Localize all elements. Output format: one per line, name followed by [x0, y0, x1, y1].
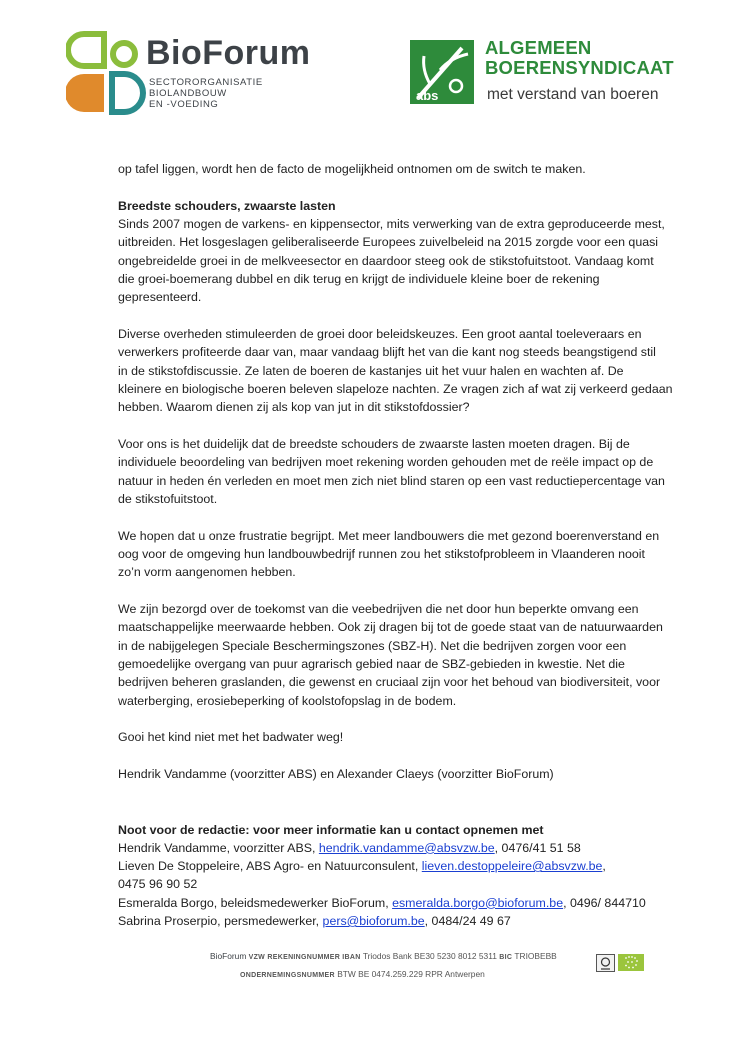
footer-text: TRIOBEBB [514, 951, 557, 961]
bioforum-subtitle-line: BIOLANDBOUW [149, 88, 227, 99]
footer [210, 948, 650, 984]
contact-phone: , 0496/ 844710 [563, 895, 646, 910]
paragraph [118, 527, 678, 582]
note-heading: Noot voor de redactie: voor meer informatie kan u contact opnemen met [118, 822, 544, 837]
paragraph [118, 325, 678, 416]
contact-name: Hendrik Vandamme, voorzitter ABS, [118, 840, 319, 855]
bioforum-subtitle-line: SECTORORGANISATIE [149, 77, 263, 88]
bioforum-subtitle [149, 77, 263, 110]
text-line: We hopen dat u onze frustratie begrijpt. Met meer landbouwers die met gezond boerenverstand en [118, 528, 660, 543]
text-line: We zijn bezorgd over de toekomst van die veebedrijven die net door hun beperkte omvang een [118, 602, 639, 617]
paragraph [118, 435, 678, 508]
bioforum-subtitle-line: EN -VOEDING [149, 99, 219, 110]
contact-name: Lieven De Stoppeleire, ABS Agro- en Natuurconsulent, [118, 859, 422, 874]
text-line: bedrijven beheren graslanden, die gewenst en cruciaal zijn voor het behoud van biodiversiteit, voor [118, 675, 661, 690]
text-line: Sinds 2007 mogen de varkens- en kippensector, mits verwerking van de extra geproduceerde mest, [118, 217, 665, 232]
contact-phone: , 0476/41 51 58 [494, 840, 581, 855]
text-line: zo’n vorm aangenomen hebben. [118, 565, 296, 580]
paragraph-intro: op tafel liggen, wordt hen de facto de mogelijkheid ontnomen om de switch te maken. [118, 162, 586, 176]
footer-certification-icons [596, 954, 648, 972]
text-line: uitbreiden. Het losgeslagen geliberaliseerde Europees zuivelbeleid na 2015 zorgde voor een quasi [118, 235, 659, 250]
abs-title [485, 38, 674, 78]
eu-organic-leaf-icon [618, 954, 644, 971]
text-line: hebben. Waarom dienen zij als kop van jut in dit stikstofdossier? [118, 400, 470, 415]
text-line: in de stikstofdiscussie. Ze laten de boeren de kastanjes uit het vuur halen en wachten af. De [118, 363, 624, 378]
text-line: de stikstofuitstoot. [118, 491, 218, 506]
abs-badge-text: abs [416, 88, 439, 103]
footer-line-company [210, 966, 650, 984]
contact-name: Esmeralda Borgo, beleidsmedewerker BioForum, [118, 895, 393, 910]
text-line: gemoedelijke overgang van puur agrarisch gebied naar de SBZ-gebieden in kwestie. Net die [118, 657, 625, 672]
text-line: in de nabijgelegen Speciale Beschermingszones (SBZ-H). Net die bedrijven zorgen voor een [118, 638, 627, 653]
paragraph [118, 215, 678, 306]
signature: Hendrik Vandamme (voorzitter ABS) en Alexander Claeys (voorzitter BioForum) [118, 767, 554, 782]
contact-line [118, 839, 678, 857]
text-line: die groei-boemerang dubbel en dik terug en krijgt de individuele kleine boer de rekening [118, 271, 600, 286]
footer-text: Triodos Bank BE30 5230 8012 5311 [362, 951, 497, 961]
section-heading: Breedste schouders, zwaarste lasten [118, 198, 336, 213]
bioforum-mark-icon [66, 30, 146, 116]
abs-tagline: met verstand van boeren [487, 86, 659, 103]
contact-phone: , 0484/24 49 67 [424, 914, 511, 928]
text-line: ongebreidelde groei in de melkveesector en daardoor steeg ook de stikstofuitstoot. Vandaag komt [118, 253, 654, 268]
abs-title-line2: BOERENSYNDICAAT [485, 57, 674, 78]
letter-body [118, 160, 678, 930]
email-link[interactable]: esmeralda.borgo@bioforum.be [392, 895, 564, 910]
footer-brand: BioForum [210, 951, 247, 961]
footer-caption: VZW [248, 954, 266, 961]
bioforum-logo [66, 30, 346, 120]
text-line: Voor ons is het duidelijk dat de breedste schouders de zwaarste lasten moeten dragen. Bij de [118, 437, 630, 452]
contact-line [118, 894, 678, 912]
contact-phone-line: 0475 96 90 52 [118, 877, 198, 892]
contact-separator: , [602, 859, 606, 874]
abs-logo [410, 38, 700, 108]
contact-line [118, 857, 678, 875]
text-line: gepresenteerd. [118, 290, 202, 305]
text-line: Diverse overheden stimuleerden de groei door beleidskeuzes. Een groot aantal toeleveraars en [118, 327, 642, 342]
abs-emblem-icon [410, 40, 474, 104]
text-line: verwerkers profiteerde daar van, maar vandaag blijft het van die kant nog steeds beangstigend stil [118, 345, 656, 360]
paragraph [118, 600, 678, 710]
text-line: kleinere en biologische boeren beleven slapeloze nachten. Ze vragen zich af wat zij verkeerd gedaan [118, 381, 673, 396]
text-line: maatschappelijke meerwaarde hebben. Ook zij dragen bij tot de goede staat van de natuurwaarden [118, 620, 663, 635]
email-link[interactable]: lieven.destoppeleire@absvzw.be [421, 859, 603, 874]
email-link[interactable]: hendrik.vandamme@absvzw.be [318, 840, 495, 855]
abs-title-line1: ALGEMEEN [485, 37, 592, 58]
bioforum-name: BioForum [146, 34, 311, 72]
certification-stamp-icon [596, 954, 615, 972]
email-link[interactable]: pers@bioforum.be [322, 914, 425, 928]
footer-caption: BIC [499, 954, 513, 961]
text-line: oog voor de omgeving hun landbouwbedrijf runnen zou het stikstofprobleem in Vlaanderen nooit [118, 547, 645, 562]
text-line: waterberging, erosiebeperking of koolstofopslag in de bodem. [118, 693, 457, 708]
footer-text: BTW BE 0474.259.229 RPR Antwerpen [337, 969, 485, 979]
footer-line-bank [210, 948, 650, 966]
footer-caption: REKENINGNUMMER IBAN [267, 954, 361, 961]
contact-name: Sabrina Proserpio, persmedewerker, [118, 914, 323, 928]
text-line: natuur in heden én verleden en moet men zich niet blind staren op een vast reductiepercentage van [118, 473, 665, 488]
closing-line: Gooi het kind niet met het badwater weg! [118, 730, 344, 745]
abs-badge [410, 40, 474, 104]
text-line: individuele beoordeling van bedrijven moet rekening worden gehouden met de reële impact op de [118, 455, 654, 470]
contact-line [118, 912, 678, 930]
footer-caption: ONDERNEMINGSNUMMER [240, 972, 335, 979]
